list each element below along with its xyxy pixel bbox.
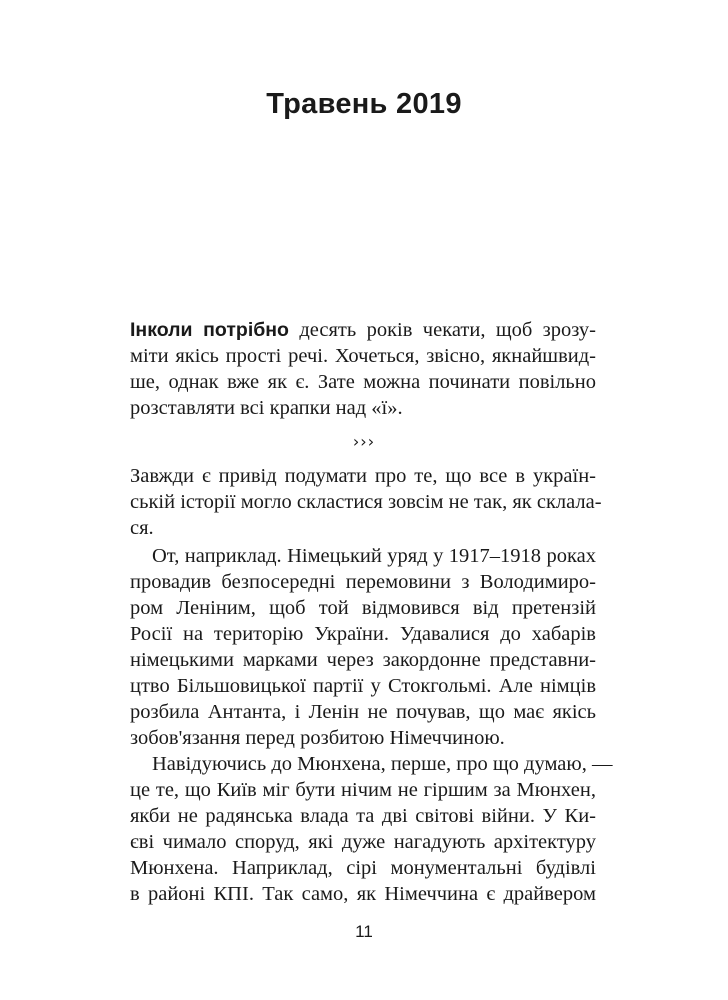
body-line: Завжди є привід подумати про те, що все в україн-: [130, 465, 596, 487]
body-line: ській історії могло скластися зовсім не так, як склала-: [130, 491, 602, 513]
section-separator-icon: ›››: [352, 432, 376, 451]
intro-line: ше, однак вже як є. Зате можна починати повільно: [130, 371, 596, 393]
body-line: зобов'язання перед розбитою Німеччиною.: [130, 727, 505, 749]
intro-line-text: десять років чекати, щоб зрозу-: [288, 319, 597, 341]
body-line: цтво Більшовицької партії у Стокгольмі. Але німців: [130, 675, 596, 697]
body-line: провадив безпосередні перемовини з Володимиро-: [130, 571, 596, 593]
intro-line: міти якісь прості речі. Хочеться, звісно, якнайшвид-: [130, 345, 596, 367]
body-line: якби не радянська влада та дві світові війни. У Ки-: [130, 805, 596, 827]
chapter-title: Травень 2019: [266, 88, 462, 120]
body-line: ром Леніним, щоб той відмовився від претензій: [130, 597, 596, 619]
body-line: От, наприклад. Німецький уряд у 1917–1918 роках: [152, 545, 596, 567]
body-line: Навідуючись до Мюнхена, перше, про що думаю, —: [152, 753, 613, 775]
body-line: Росії на територію України. Удавалися до хабарів: [130, 623, 596, 645]
intro-lead: Інколи потрібно: [130, 319, 289, 341]
body-line: в районі КПІ. Так само, як Німеччина є драйвером: [130, 883, 596, 905]
intro-line: розставляти всі крапки над «ї».: [130, 397, 403, 419]
body-line: єві чимало споруд, які дуже нагадують архітектуру: [130, 831, 596, 853]
body-line: німецькими марками через закордонне представни-: [130, 649, 596, 671]
page-number: 11: [355, 922, 373, 941]
body-line: Мюнхена. Наприклад, сірі монументальні будівлі: [130, 857, 596, 879]
body-line: це те, що Київ міг бути нічим не гіршим за Мюнхен,: [130, 779, 596, 801]
body-line: розбила Антанта, і Ленін не почував, що має якісь: [130, 701, 596, 723]
body-line: ся.: [130, 517, 154, 539]
intro-line: [130, 318, 596, 342]
